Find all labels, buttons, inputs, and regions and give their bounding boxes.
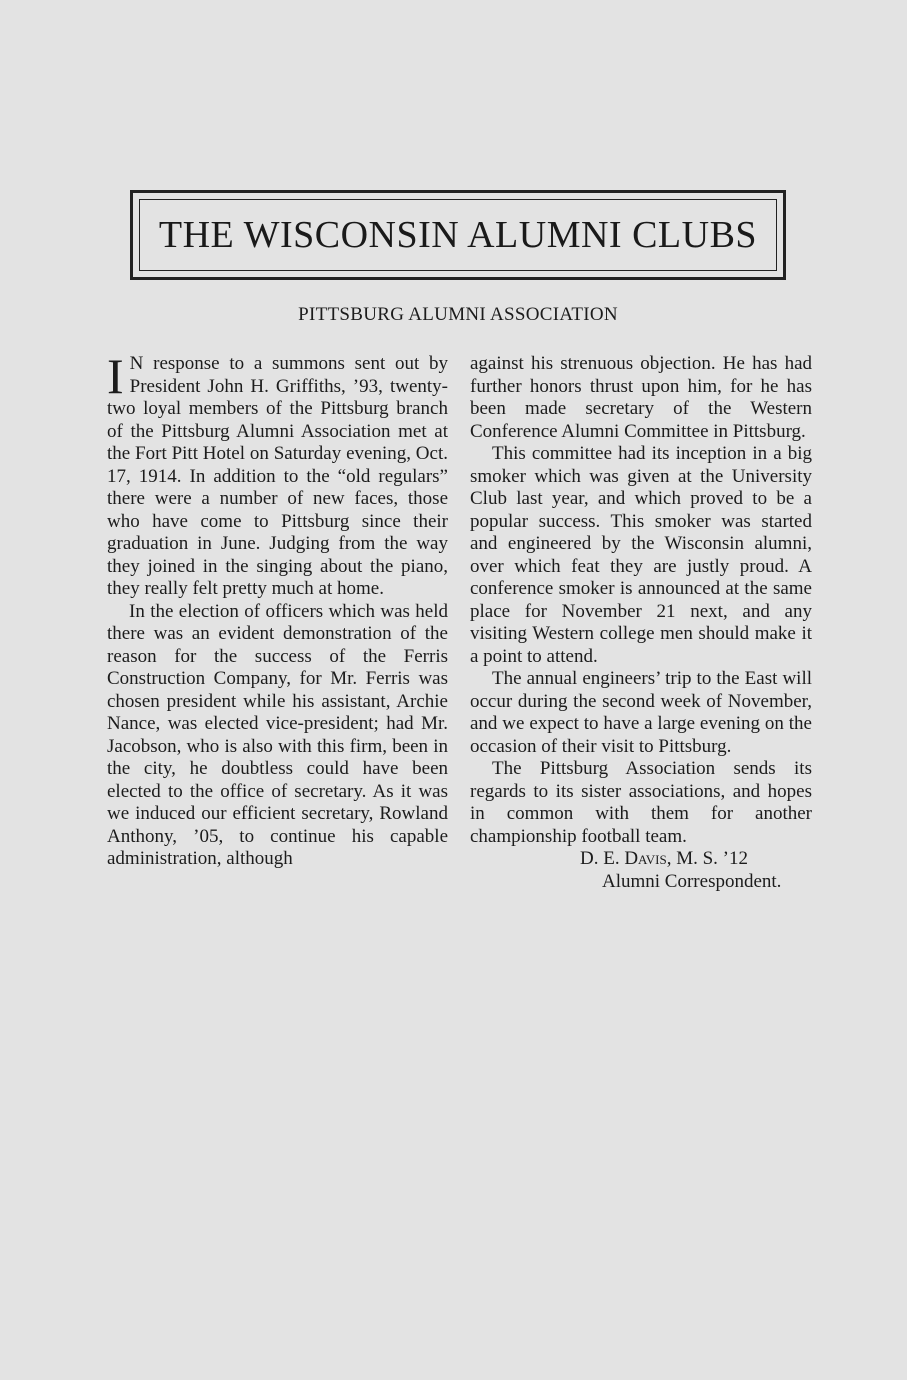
title-inner-border — [139, 199, 777, 271]
page-title: THE WISCONSIN ALUMNI CLUBS — [158, 214, 758, 256]
signature-initials: D. E. — [580, 848, 620, 869]
paragraph-2-continued: against his strenuous objection. He has had further honors thrust upon him, for he has been made secretary of the Western Conference Alumni Committee in Pittsburg. — [470, 353, 812, 442]
paragraph-5: The Pittsburg Association sends its regards to its sister associations, and hopes in common with them for another championship football team. — [470, 758, 812, 847]
paragraph-2: In the election of officers which was held there was an evident demonstration of the reason for the success of the Ferris Construction Company, for Mr. Ferris was chosen president while his assistant, Archie Nance, was elected vice-president; had Mr. Jacobson, who is also with this firm, been in the city, he doubtless could have been elected to the office of secretary. As it was we induced our efficient secretary, Rowland Anthony, ’05, to continue his capable administration, although — [107, 600, 448, 869]
signature-role: Alumni Correspondent. — [602, 870, 782, 892]
paragraph-1-text: N response to a summons sent out by President John H. Griffiths, ’93, twenty-two loyal members of the Pittsburg branch of the Pittsburg Alumni Association met at the Fort Pitt Hotel on Saturday evening, Oct. 17, 1914. In addition to the “old regulars” there were a number of new faces, those who have come to Pittsburg since their graduation in June. Judging from the way they joined in the singing about the piano, they really felt pretty much at home. — [107, 353, 448, 599]
title-border — [130, 190, 786, 280]
left-column — [107, 348, 448, 871]
signature-surname: Davis — [624, 848, 667, 869]
paragraph-3: This committee had its inception in a big smoker which was given at the University Club last year, and which proved to be a popular success. This smoker was started and engineered by the Wisconsin alumni, over which feat they are justly proud. A conference smoker is announced at the same place for November 21 next, and any visiting Western college men should make it a point to attend. — [470, 443, 812, 667]
drop-cap: I — [107, 348, 124, 404]
section-heading: PITTSBURG ALUMNI ASSOCIATION — [298, 304, 618, 325]
signature-degree: , M. S. ’12 — [666, 848, 749, 869]
signature-name — [470, 848, 812, 871]
paragraph-4: The annual engineers’ trip to the East will occur during the second week of November, and we expect to have a large evening on the occasion of their visit to Pittsburg. — [470, 668, 812, 757]
paragraph-1 — [107, 348, 448, 601]
right-column — [470, 353, 812, 893]
